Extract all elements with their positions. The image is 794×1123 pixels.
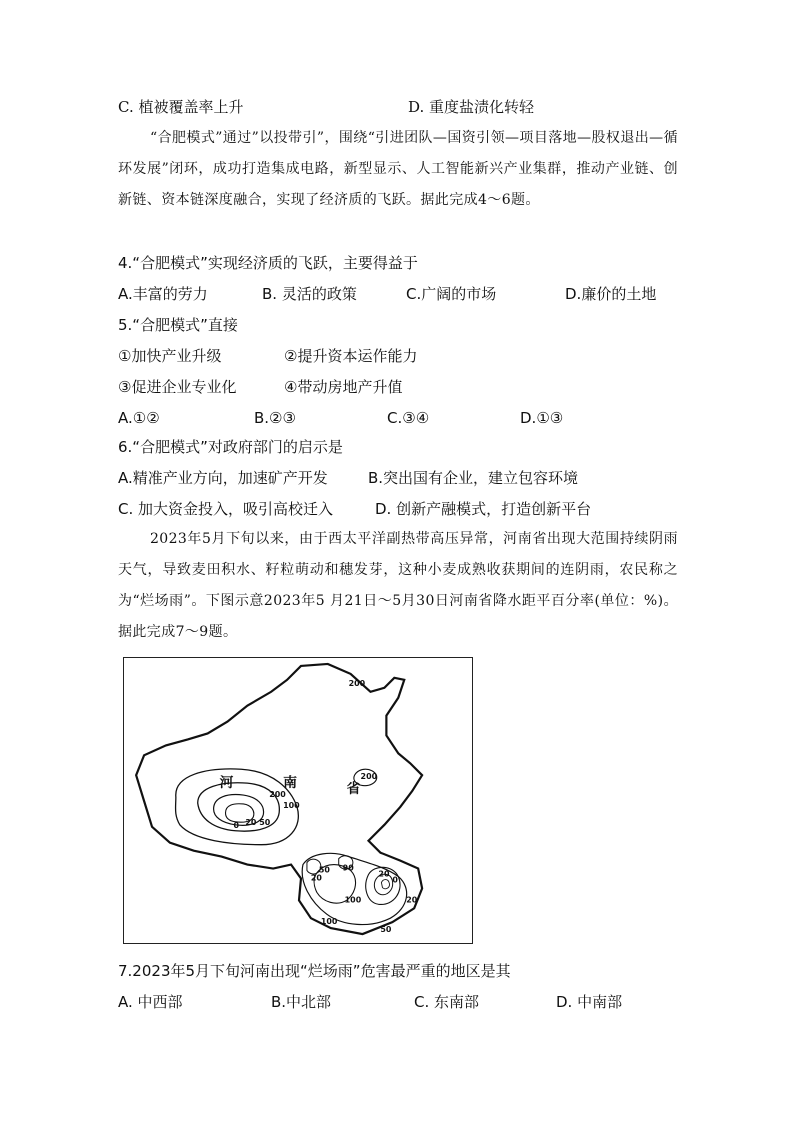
q6-option-a[interactable]: A.精准产业方向，加速矿产开发 (118, 469, 328, 487)
q5-option-d[interactable]: D.①③ (520, 409, 564, 427)
map-char-nan: 南 (283, 775, 298, 792)
map-char-sheng: 省 (346, 781, 361, 798)
label-20-far-east: 20 (406, 895, 418, 905)
q6-option-b[interactable]: B.突出国有企业，建立包容环境 (368, 469, 579, 487)
q5-item-3: ③促进企业专业化 (118, 378, 237, 396)
q4-option-c[interactable]: C.广阔的市场 (406, 285, 497, 303)
label-20-east: 20 (378, 869, 390, 879)
label-100-se: 100 (344, 895, 362, 905)
label-200-ne: 200 (360, 772, 378, 782)
label-100-south: 100 (320, 917, 338, 927)
label-50-south: 50 (380, 925, 392, 935)
q4-option-a[interactable]: A.丰富的劳力 (118, 285, 208, 303)
q5-item-4: ④带动房地产升值 (284, 378, 403, 396)
q6-stem: 6.“合肥模式”对政府部门的启示是 (118, 438, 343, 456)
q5-stem: 5.“合肥模式”直接 (118, 316, 238, 334)
q5-option-c[interactable]: C.③④ (387, 409, 430, 427)
q7-option-b[interactable]: B.中北部 (271, 993, 332, 1011)
passage-henan-rain: 2023年5月下旬以来，由于西太平洋副热带高压异常，河南省出现大范围持续阴雨天气，导致麦田积水、籽粒萌动和穗发芽，这种小麦成熟收获期间的连阴雨，农民称之为“烂场雨”。下图示意2023年5 月21日～5月30日河南省降水距平百分率(单位：%)。据此完成7～9题。 (118, 531, 678, 640)
label-0-east: 0 (392, 875, 398, 885)
q4-option-d[interactable]: D.廉价的土地 (565, 285, 657, 303)
label-50-west: 50 (259, 817, 271, 827)
label-100-west: 100 (283, 800, 300, 810)
q5-option-b[interactable]: B.②③ (254, 409, 296, 427)
label-20-west: 20 (245, 817, 257, 827)
label-200-north: 200 (348, 678, 366, 688)
q4-option-b[interactable]: B. 灵活的政策 (262, 285, 357, 303)
q7-stem: 7.2023年5月下旬河南出现“烂场雨”危害最严重的地区是其 (118, 962, 511, 980)
q7-option-c[interactable]: C. 东南部 (414, 993, 480, 1011)
q6-option-d[interactable]: D. 创新产融模式，打造创新平台 (375, 500, 592, 518)
q7-option-a[interactable]: A. 中西部 (118, 993, 183, 1011)
map-figure (124, 658, 472, 943)
q4-stem: 4.“合肥模式”实现经济质的飞跃，主要得益于 (118, 254, 418, 272)
label-20-se: 20 (310, 873, 322, 883)
q5-item-1: ①加快产业升级 (118, 347, 222, 365)
label-0-west: 0 (233, 820, 239, 830)
q6-option-c[interactable]: C. 加大资金投入，吸引高校迁入 (118, 500, 334, 518)
henan-precipitation-map (123, 657, 473, 944)
passage-hefei-model: “合肥模式”通过”以投带引”，围绕“引进团队—国资引领—项目落地—股权退出—循环发展”闭环，成功打造集成电路，新型显示、人工智能新兴产业集群，推动产业链、创新链、资本链深度融合，实现了经济质的飞跃。据此完成4～6题。 (118, 130, 678, 208)
label-200-west: 200 (269, 790, 286, 800)
label-90-se: 90 (342, 863, 354, 873)
map-char-he: 河 (219, 775, 234, 792)
q3-option-d: D. 重度盐渍化转轻 (408, 98, 535, 116)
contour-200 (176, 769, 299, 845)
q7-option-d[interactable]: D. 中南部 (556, 993, 623, 1011)
q5-option-a[interactable]: A.①② (118, 409, 160, 427)
label-50-se: 50 (318, 865, 330, 875)
q3-option-c: C. 植被覆盖率上升 (118, 98, 244, 116)
q5-item-2: ②提升资本运作能力 (284, 347, 418, 365)
contour-se-east-3 (381, 880, 389, 889)
